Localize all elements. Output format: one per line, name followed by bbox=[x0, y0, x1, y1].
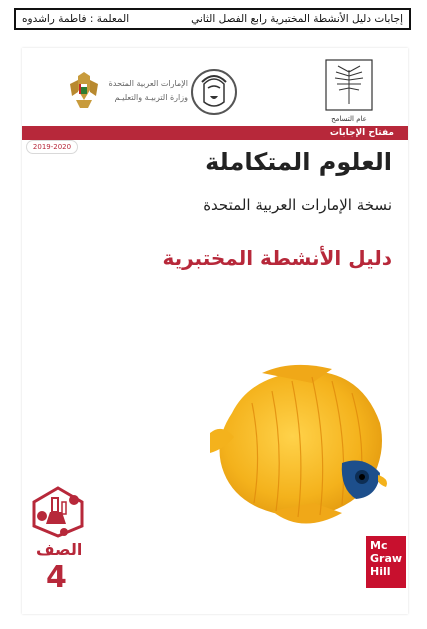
mgh-line1: Mc bbox=[370, 539, 388, 552]
year-of-tolerance-logo bbox=[320, 58, 378, 126]
tolerance-caption: عام التسامح bbox=[331, 115, 367, 123]
uae-ministry-logo bbox=[62, 70, 192, 112]
uae-line1: الإمارات العربية المتحدة bbox=[108, 79, 188, 88]
mgh-line3: Hill bbox=[370, 565, 391, 578]
book-title: العلوم المتكاملة bbox=[205, 148, 392, 176]
header-teacher: المعلمة : فاطمة راشدوه bbox=[22, 13, 130, 25]
ghaf-tree-icon bbox=[335, 66, 363, 104]
lab-guide-title: دليل الأنشطة المختبرية bbox=[162, 246, 392, 270]
document-header bbox=[14, 8, 411, 30]
butterflyfish-image bbox=[202, 363, 402, 533]
answer-key-band: مفتاح الإجابات bbox=[22, 126, 408, 140]
mgh-line2: Graw bbox=[370, 552, 403, 565]
zayed-portrait-logo bbox=[190, 68, 238, 116]
academic-year-tag: 2019-2020 bbox=[26, 140, 78, 154]
header-title: إجابات دليل الأنشطة المختبرية رابع الفصل الثاني bbox=[191, 13, 403, 25]
grade-number: 4 bbox=[46, 560, 67, 595]
book-subtitle: نسخة الإمارات العربية المتحدة bbox=[203, 196, 392, 214]
grade-badge bbox=[28, 486, 88, 538]
book-cover bbox=[22, 48, 408, 614]
uae-line2: وزارة التربيـة والتعليـم bbox=[114, 93, 188, 102]
falcon-emblem-icon bbox=[70, 72, 98, 108]
mcgraw-hill-logo bbox=[366, 536, 406, 588]
grade-label: الصف bbox=[36, 540, 83, 559]
